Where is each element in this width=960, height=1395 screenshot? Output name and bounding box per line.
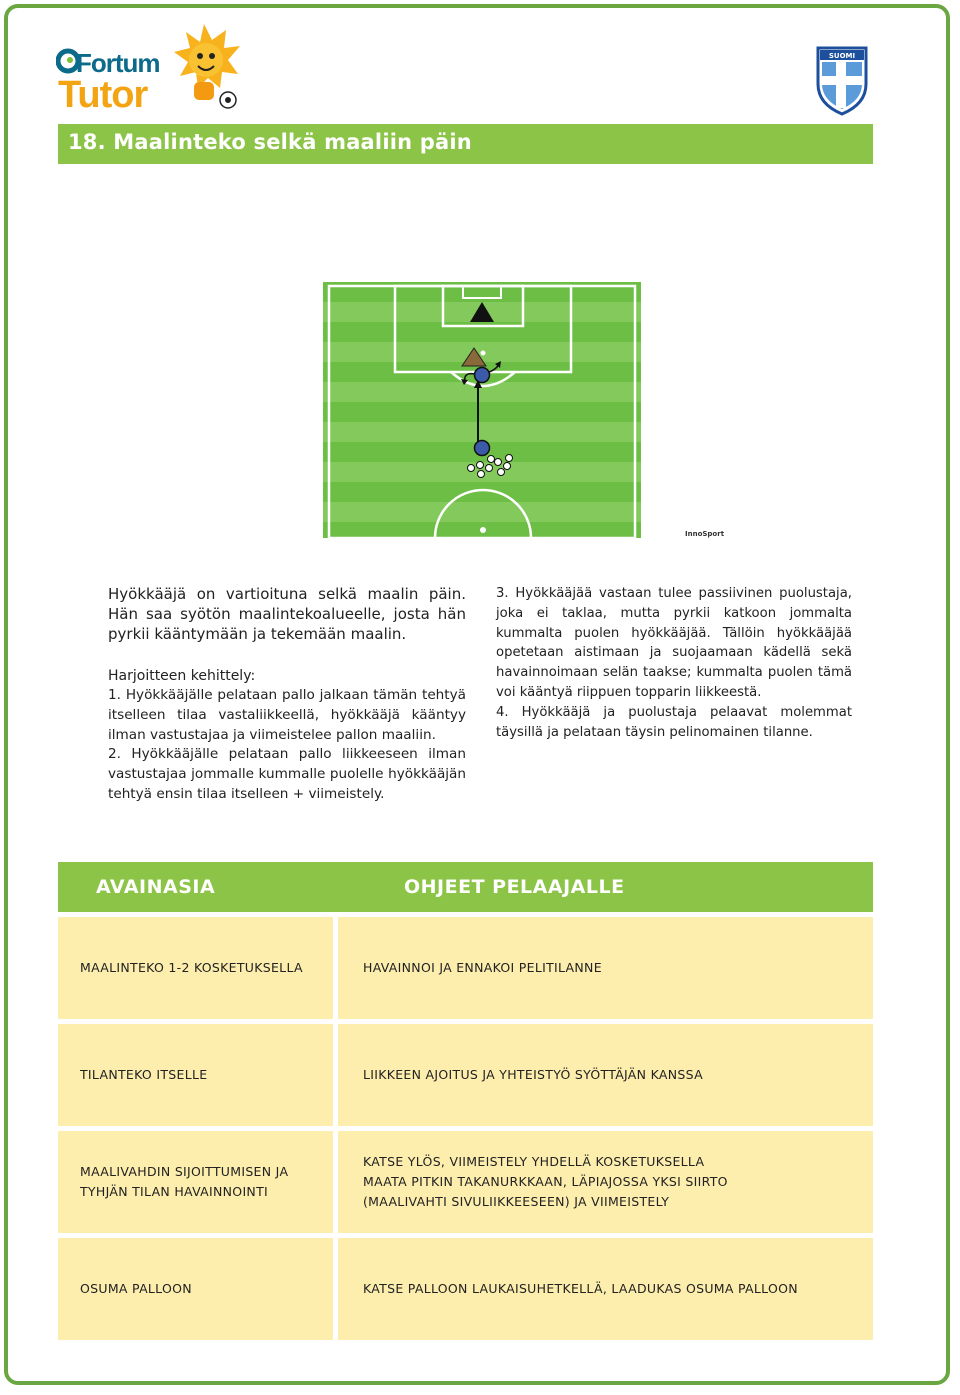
ball: [504, 463, 511, 470]
key-point-cell: [58, 1131, 333, 1233]
ball: [468, 465, 475, 472]
header-player-instructions: OHJEET PELAAJALLE: [404, 876, 625, 898]
passer-marker: [475, 441, 490, 456]
instruction-cell: [338, 917, 873, 1019]
brand-tutor: Tutor: [58, 74, 148, 116]
key-points-table: [58, 862, 873, 1340]
ball: [488, 456, 495, 463]
text-column-right: [496, 584, 852, 742]
instruction-text: HAVAINNOI JA ENNAKOI PELITILANNE: [363, 960, 602, 975]
table-row: [58, 1238, 873, 1340]
key-point-text: MAALINTEKO 1-2 KOSKETUKSELLA: [80, 960, 303, 975]
step-2: 2. Hyökkääjälle pelataan pallo liikkeeseen ilman vastustajaa jommalle kummalle puolelle hyökkääjän tehtyä ensin tilaa itselleen + viimeistely.: [108, 746, 466, 802]
key-point-text: MAALIVAHDIN SIJOITTUMISEN JA TYHJÄN TILAN HAVAINNOINTI: [80, 1164, 289, 1199]
title-bar: [58, 124, 873, 164]
ball: [486, 465, 493, 472]
ball: [495, 459, 502, 466]
brand-fortum: Fortum: [76, 48, 160, 78]
instruction-cell: [338, 1024, 873, 1126]
attacker-marker: [475, 368, 490, 383]
table-header: [58, 862, 873, 912]
key-point-cell: [58, 1024, 333, 1126]
table-row: [58, 1131, 873, 1233]
mascot-icon: [164, 22, 244, 114]
table-row: [58, 917, 873, 1019]
key-point-text: TILANTEKO ITSELLE: [80, 1067, 208, 1082]
text-column-left: [108, 584, 466, 805]
suomi-crest-icon: [814, 44, 870, 116]
ball: [498, 469, 505, 476]
step-1: 1. Hyökkääjälle pelataan pallo jalkaan tämän tehtyä itselleen tilaa vastaliikkeellä, hyökkääjä kääntyy ilman vastustajaa ja viimeistelee pallon maaliin.: [108, 687, 466, 743]
step-4: 4. Hyökkääjä ja puolustaja pelaavat molemmat täysillä ja pelataan täysin pelinomainen tilanne.: [496, 704, 852, 740]
penalty-spot: [481, 351, 486, 356]
instruction-text: LIIKKEEN AJOITUS JA YHTEISTYÖ SYÖTTÄJÄN KANSSA: [363, 1067, 703, 1082]
key-point-text: OSUMA PALLOON: [80, 1281, 192, 1296]
key-point-cell: [58, 917, 333, 1019]
header-key-points: AVAINASIA: [96, 876, 216, 898]
ball: [478, 471, 485, 478]
step-3: 3. Hyökkääjää vastaan tulee passiivinen puolustaja, joka ei taklaa, mutta pyrkii katkoon jommalta kummalta puolen hyökkääjää. Tällöin hyökkääjää opetetaan aistimaan ja suojaamaan kädellä sekä havainnoimaan selän taakse; kummalta puolen tämä voi kääntyä riippuen topparin liikkeestä.: [496, 586, 852, 700]
diagram-credit: InnoSport: [685, 530, 725, 538]
instruction-text: KATSE PALLOON LAUKAISUHETKELLÄ, LAADUKAS OSUMA PALLOON: [363, 1281, 798, 1296]
crest-label: SUOMI: [828, 52, 856, 60]
table-row: [58, 1024, 873, 1126]
development-title: Harjoitteen kehittely:: [108, 668, 256, 684]
instruction-text: KATSE YLÖS, VIIMEISTELY YHDELLÄ KOSKETUKSELLA MAATA PITKIN TAKANURKKAAN, LÄPIAJOSSA YKSI SIIRTO (MAALIVAHTI SIVULIIKKEESEEN) JA VIIMEISTELY: [363, 1154, 728, 1209]
page-title: 18. Maalinteko selkä maaliin päin: [68, 130, 472, 154]
center-spot: [480, 527, 486, 533]
pitch-diagram: [323, 282, 641, 538]
instruction-cell: [338, 1238, 873, 1340]
fortum-tutor-logo: [56, 22, 246, 122]
ball: [477, 462, 484, 469]
intro-text: Hyökkääjä on vartioituna selkä maalin päin. Hän saa syötön maalintekoalueelle, josta hän pyrkii kääntymään ja tekemään maalin.: [108, 585, 466, 643]
instruction-cell: [338, 1131, 873, 1233]
ball: [506, 455, 513, 462]
key-point-cell: [58, 1238, 333, 1340]
